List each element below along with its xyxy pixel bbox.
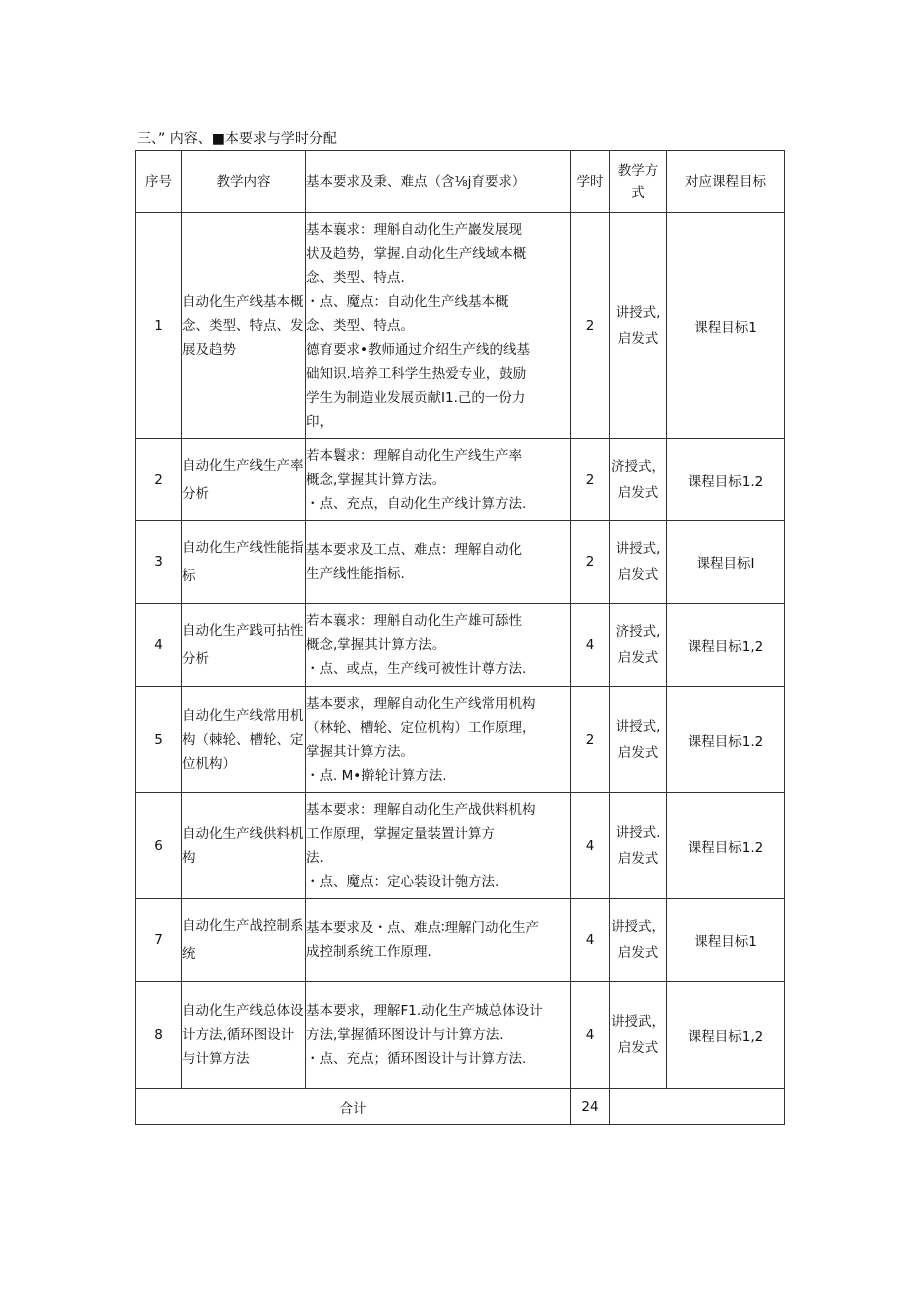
row-no: 3: [136, 521, 182, 604]
total-hours: 24: [571, 1089, 610, 1125]
row-requirements: [306, 899, 571, 982]
row-hours: 2: [571, 439, 610, 521]
header-goal: 对应课程目标: [667, 151, 785, 213]
requirement-line: ・点、充点，自动化生产线计算方法.: [306, 495, 527, 512]
row-hours: 2: [571, 687, 610, 793]
row-hours: 2: [571, 213, 610, 439]
row-content: 自动化生产线基本概念、类型、特点、发展及趋势: [182, 213, 306, 439]
syllabus-table: [135, 150, 785, 1125]
table-row: [136, 604, 785, 687]
row-content: 自动化生产战控制系统: [182, 899, 306, 982]
requirement-line: 工作原理，掌握定量装置计算方: [306, 825, 495, 842]
requirement-line: 念、类型、特点.: [306, 269, 405, 286]
header-hours: 学时: [571, 151, 610, 213]
row-method: 讲授武，启发式: [610, 982, 667, 1089]
row-content: 自动化生产线生产率分析: [182, 439, 306, 521]
row-requirements: [306, 687, 571, 793]
requirement-line: ・点. M•擀轮计算方法.: [306, 767, 447, 784]
requirement-line: ・点、或点，生产线可被性计尊方法.: [306, 661, 527, 677]
row-goal: 课程目标I: [667, 521, 785, 604]
requirement-line: 基本要求：理解自动化生产战供料机构: [306, 801, 536, 818]
row-method: 济授式,启发式: [610, 604, 667, 687]
requirement-line: ・点、充点；循环图设计与计算方法.: [306, 1051, 527, 1067]
row-requirements: [306, 604, 571, 687]
row-content: 自动化生产线总体设计方法,循环图设计与计算方法: [182, 982, 306, 1089]
requirement-line: 状及趋势，掌握.自动化生产线域本概: [306, 245, 527, 262]
requirement-line: 若本襄求：理斛自动化生产雄可舔性: [306, 613, 522, 629]
row-method: 讲授式,启发式: [610, 213, 667, 439]
row-content: 自动化生产践可拈性分析: [182, 604, 306, 687]
requirement-line: 念、类型、特点。: [306, 317, 414, 334]
section-title: 三、” 内容、■本要求与学时分配: [137, 131, 337, 147]
requirement-line: 概念,掌握其计算方法。: [306, 637, 446, 653]
row-method: 讲授式,启发式: [610, 687, 667, 793]
row-no: 8: [136, 982, 182, 1089]
row-requirements: [306, 439, 571, 521]
table-row: [136, 521, 785, 604]
row-goal: 课程目标1: [667, 213, 785, 439]
row-requirements: [306, 521, 571, 604]
row-requirements: [306, 213, 571, 439]
row-no: 1: [136, 213, 182, 439]
row-goal: 课程目标1,2: [667, 982, 785, 1089]
requirement-line: 基本要求，理解自动化生产线常用机构: [306, 695, 536, 712]
row-goal: 课程目标1.2: [667, 793, 785, 899]
row-method: 讲授式.启发式: [610, 793, 667, 899]
table-header-row: [136, 151, 785, 213]
row-no: 5: [136, 687, 182, 793]
requirement-line: 德育要求•教师通过介绍生产线的线基: [306, 341, 530, 358]
row-goal: 课程目标1.2: [667, 687, 785, 793]
header-no: 序号: [136, 151, 182, 213]
row-no: 6: [136, 793, 182, 899]
header-requirements: 基本要求及秉、难点（含⅛j育要求）: [306, 151, 571, 213]
header-content: 教学内容: [182, 151, 306, 213]
row-hours: 4: [571, 793, 610, 899]
requirement-line: 掌握其计算方法。: [306, 743, 414, 760]
row-no: 2: [136, 439, 182, 521]
requirement-line: ・点、魔点：自动化生产线基本概: [306, 293, 509, 310]
requirement-line: 基本要求及工点、难点：理解自动化: [306, 542, 522, 558]
requirement-line: 法.: [306, 849, 324, 866]
row-content: 自动化生产线供料机构: [182, 793, 306, 899]
requirement-line: 基本襄求：理斛自动化生产巖发展现: [306, 221, 522, 238]
row-requirements: [306, 793, 571, 899]
requirement-line: ・点、魔点：定心装设计匏方法.: [306, 873, 500, 890]
table-row: [136, 982, 785, 1089]
requirement-line: 成控制系统工作原理.: [306, 944, 432, 960]
row-goal: 课程目标1: [667, 899, 785, 982]
row-goal: 课程目标1,2: [667, 604, 785, 687]
row-content: 自动化生产线常用机构（棘轮、槽轮、定位机构）: [182, 687, 306, 793]
row-no: 7: [136, 899, 182, 982]
requirement-line: （林轮、槽轮、定位机构）工作原理，: [306, 719, 536, 736]
requirement-line: 基本要求，理解F1.动化生产城总体设计: [306, 1003, 543, 1019]
row-goal: 课程目标1.2: [667, 439, 785, 521]
row-no: 4: [136, 604, 182, 687]
row-method: 讲授式，启发式: [610, 899, 667, 982]
row-method: 讲授式,启发式: [610, 521, 667, 604]
total-label: 合计: [136, 1089, 571, 1125]
table-body: [136, 213, 785, 1125]
header-method: 教学方式: [610, 151, 667, 213]
requirement-line: 概念,掌握其计算方法。: [306, 471, 446, 488]
total-row: [136, 1089, 785, 1125]
requirement-line: 基本要求及・点、难点∶理解门动化生产: [306, 920, 540, 936]
requirement-line: 印，: [306, 413, 333, 430]
row-requirements: [306, 982, 571, 1089]
table-row: [136, 793, 785, 899]
table-row: [136, 439, 785, 521]
row-hours: 2: [571, 521, 610, 604]
requirement-line: 学生为制造业发展贡献I1.己的一份力: [306, 389, 526, 406]
requirement-line: 础知识.培养工科学生热爱专业，鼓励: [306, 365, 527, 382]
table-row: [136, 687, 785, 793]
row-hours: 4: [571, 899, 610, 982]
requirement-line: 若本鬟求：理解自动化生产线生产率: [306, 447, 522, 464]
row-method: 济授式，启发式: [610, 439, 667, 521]
total-empty-cell: [610, 1089, 785, 1125]
requirement-line: 方法,掌握循环图设计与计算方法.: [306, 1027, 504, 1043]
table-row: [136, 899, 785, 982]
requirement-line: 生产线性能指标.: [306, 566, 405, 582]
row-hours: 4: [571, 982, 610, 1089]
row-hours: 4: [571, 604, 610, 687]
row-content: 自动化生产线性能指标: [182, 521, 306, 604]
table-row: [136, 213, 785, 439]
